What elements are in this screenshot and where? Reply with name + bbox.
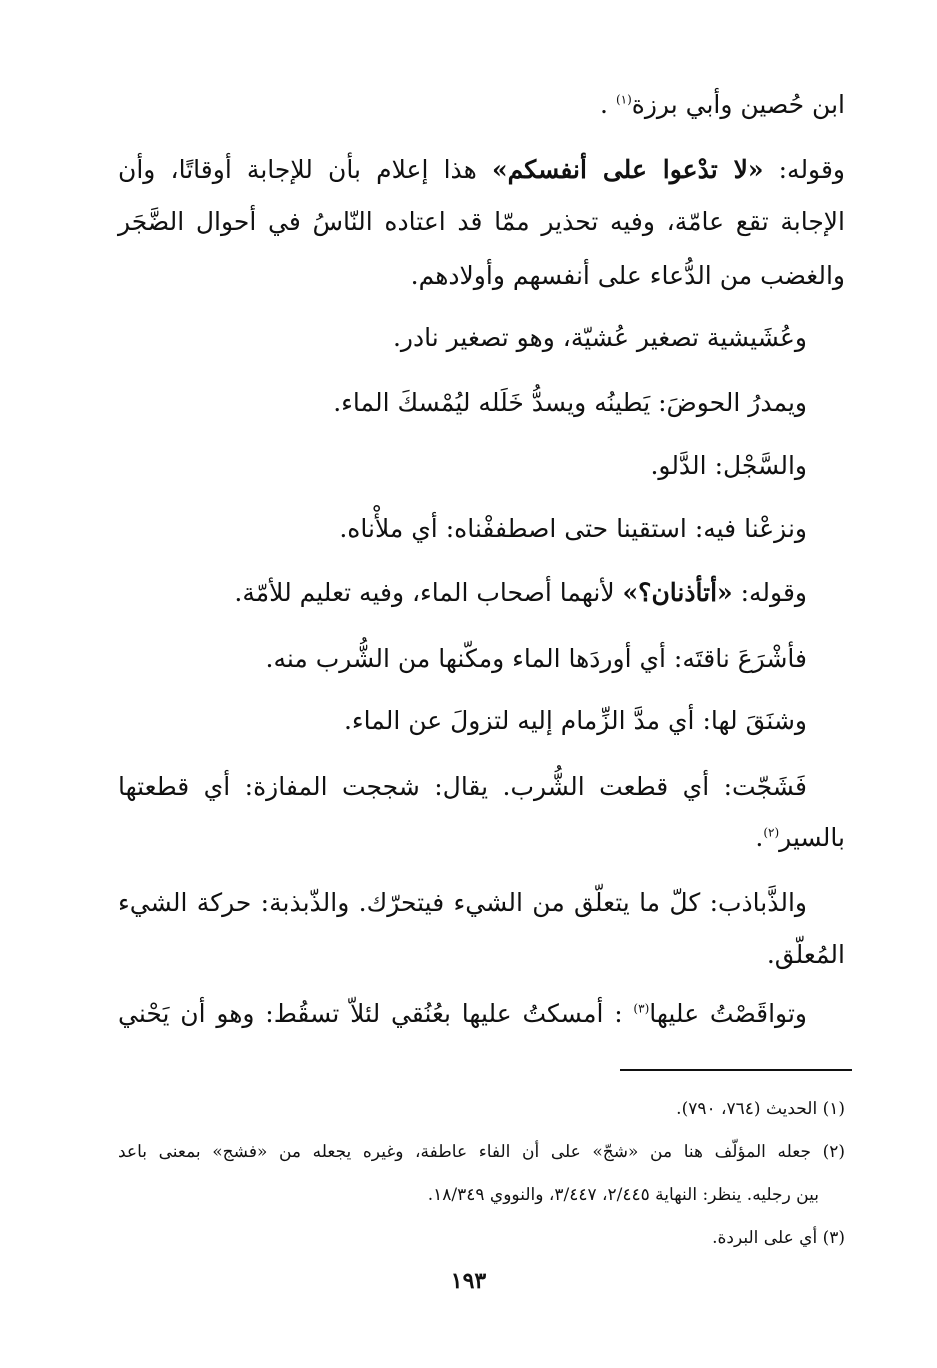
page-number: ١٩٣ [450, 1268, 487, 1294]
paragraph-9-line-2: بالسير$^{(٢)}$. [755, 823, 845, 852]
paragraph-9-line-1: فَشَجّت: أي قطعت الشُّرب. يقال: شججت المفازة: أي قطعتها [118, 772, 807, 801]
footnote-1: (١) الحديث (٧٦٤، ٧٩٠). [676, 1099, 845, 1119]
paragraph-1-line-2: الإجابة تقع عامّة، وفيه تحذير ممّا قد اعتاده النّاسُ في أحوال الضَّجَر [118, 207, 845, 236]
footnote-ref-3: (٣) [633, 1001, 650, 1016]
paragraph-5: ونزعْنا فيه: استقينا حتى اصطففْناه: أي ملأْناه. [339, 514, 807, 543]
paragraph-3: ويمدرُ الحوضَ: يَطينُه ويسدُّ خَلَله ليُمْسكَ الماء. [333, 388, 807, 417]
footnote-2-line-1: (٢) جعله المؤلّف هنا من «شجّ» على أن الفاء عاطفة، وغيره يجعله من «فشج» بمعنى باعد [118, 1142, 845, 1162]
footnote-3: (٣) أي على البردة. [712, 1228, 845, 1248]
footnote-2-line-2: بين رجليه. ينظر: النهاية ٢/٤٤٥، ٣/٤٤٧، والنووي ١٨/٣٤٩. [427, 1185, 819, 1205]
footnote-ref-2: (٢) [763, 825, 780, 840]
paragraph-7: فأشْرَعَ ناقتَه: أي أوردَها الماء ومكّنها من الشُّرب منه. [265, 644, 807, 673]
paragraph-2: وعُشَيشية تصغير عُشيّة، وهو تصغير نادر. [392, 323, 807, 352]
paragraph-8: وشنَقَ لها: أي مدَّ الزِّمام إليه لتزولَ عن الماء. [343, 706, 807, 735]
paragraph-6: وقوله: «أتأذنان؟» لأنهما أصحاب الماء، وفيه تعليم للأمّة. [234, 578, 807, 607]
paragraph-10-line-1: والذَّباذب: كلّ ما يتعلّق من الشيء فيتحرّك. والذّبذبة: حركة الشيء [118, 888, 807, 917]
paragraph-1-line-1: وقوله: «لا تدْعوا على أنفسكم» هذا إعلام بأن للإجابة أوقاتًا، وأن [118, 155, 845, 184]
quoted-phrase: «أتأذنان؟» [622, 578, 733, 607]
paragraph-11: وتواقَصْتُ عليها$^{(٣)}$ : أمسكتُ عليها بعُنُقي لئلاّ تسقُط: وهو أن يَحْني [118, 999, 807, 1028]
quoted-phrase: «لا تدْعوا على أنفسكم» [492, 155, 764, 184]
paragraph-10-line-2: المُعلّق. [766, 940, 845, 969]
paragraph-4: والسَّجْل: الدَّلو. [650, 451, 807, 480]
text-line-1: ابن حُصين وأبي برزة$^{(١)}$ . [600, 90, 845, 119]
paragraph-1-line-3: والغضب من الدُّعاء على أنفسهم وأولادهم. [410, 261, 845, 290]
footnote-separator [620, 1069, 852, 1071]
footnote-ref-1: (١) [615, 92, 632, 107]
